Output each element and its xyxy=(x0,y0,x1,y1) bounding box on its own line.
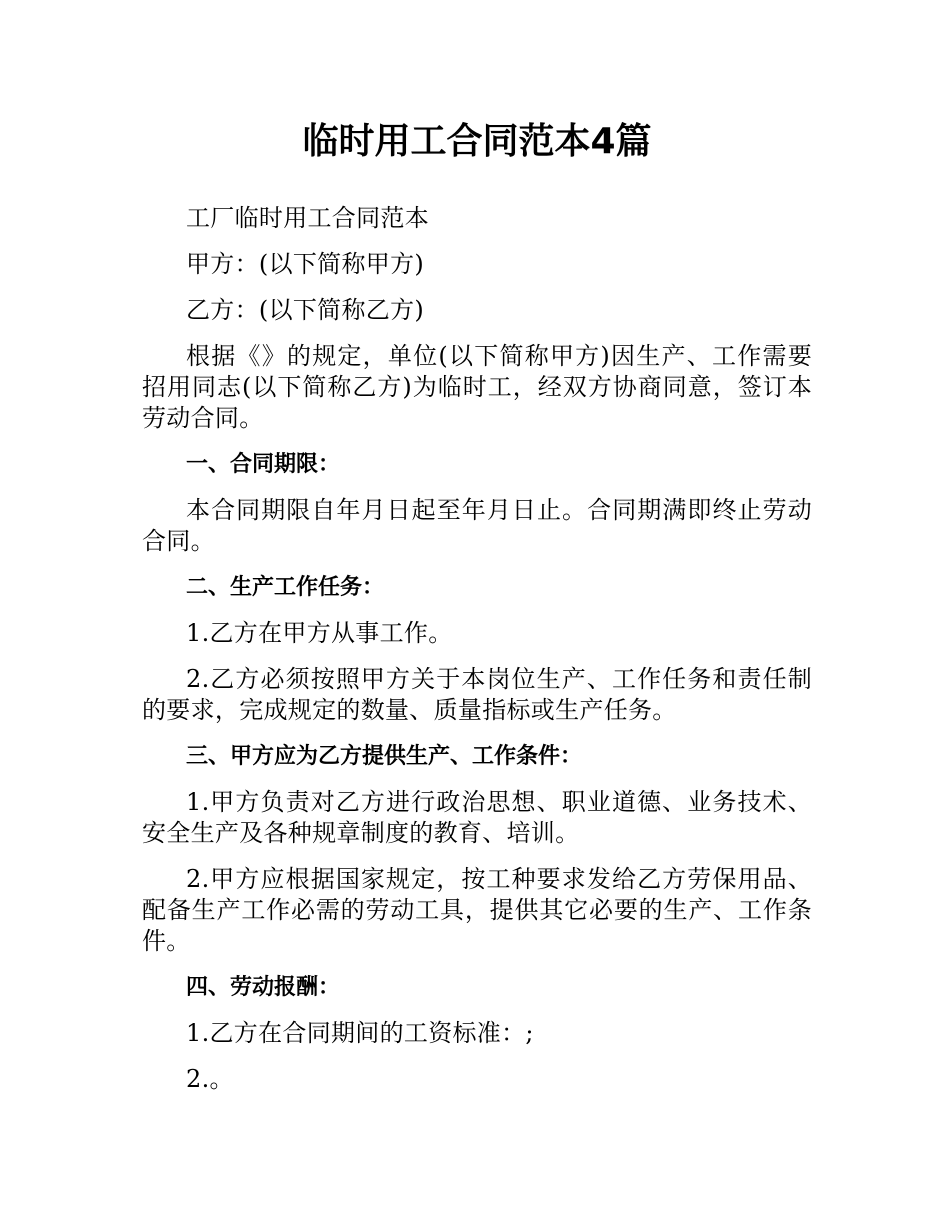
preamble-paragraph: 根据《》的规定，单位(以下简称甲方)因生产、工作需要招用同志(以下简称乙方)为临时工，经双方协商同意，签订本劳动合同。 xyxy=(142,342,812,432)
document-body xyxy=(142,203,812,1110)
section-heading-3: 三、甲方应为乙方提供生产、工作条件： xyxy=(186,744,583,769)
section-4-item-1: 1.乙方在合同期间的工资标准：; xyxy=(186,1019,534,1047)
document-subtitle: 工厂临时用工合同范本 xyxy=(186,204,429,232)
party-b-line: 乙方：(以下简称乙方) xyxy=(186,296,425,324)
document-title: 临时用工合同范本4篇 xyxy=(302,121,652,162)
section-4-item-2: 2.。 xyxy=(186,1065,234,1093)
section-2-item-1: 1.乙方在甲方从事工作。 xyxy=(186,619,453,647)
section-3-item-1: 1.甲方负责对乙方进行政治思想、职业道德、业务技术、安全生产及各种规章制度的教育、培训。 xyxy=(142,788,812,847)
section-2-item-2: 2.乙方必须按照甲方关于本岗位生产、工作任务和责任制的要求，完成规定的数量、质量指标或生产任务。 xyxy=(142,665,812,724)
section-3-item-2: 2.甲方应根据国家规定，按工种要求发给乙方劳保用品、配备生产工作必需的劳动工具，提供其它必要的生产、工作条件。 xyxy=(142,865,812,955)
section-1-paragraph: 本合同期限自年月日起至年月日止。合同期满即终止劳动合同。 xyxy=(142,496,812,555)
section-heading-2: 二、生产工作任务： xyxy=(186,575,385,600)
party-a-line: 甲方：(以下简称甲方) xyxy=(186,250,425,278)
section-heading-4: 四、劳动报酬： xyxy=(186,975,341,1000)
section-heading-1: 一、合同期限： xyxy=(186,452,341,477)
